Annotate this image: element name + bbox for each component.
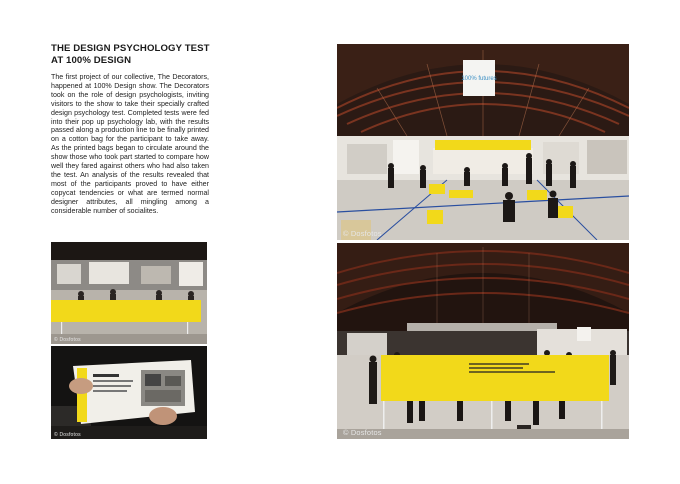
article-title: THE DESIGN PSYCHOLOGY TEST AT 100% DESIGN [51, 43, 210, 66]
photo-credit: © Dosfotos [343, 428, 382, 437]
photo-credit: © Dosfotos [54, 337, 81, 343]
hall-sign-text: 100% futures [461, 76, 497, 82]
photo-credit: © Dosfotos [54, 432, 81, 438]
photo-hall-banner [337, 243, 629, 439]
photo-exhibition-hall [337, 44, 629, 240]
photo-credit: © Dosfotos [343, 229, 382, 238]
article-body: The first project of our collective, The Decorators, happened at 100% Design show. The Decorators took on the role of design psychologists, inviting visitors to the show to take their specially crafted design psychology test. Completed tests were fed into their pop up psychology lab, with the results passed along a production line to be finally printed on a cotton bag for the participant to take away. As the printed bags began to circulate around the show those who took part started to compare how well they fared against others who had also taken the test. An analysis of the results revealed that most of the participants proved to have either copycat tendencies or what are termed normal designer attributes, all mingling among a considerable number of socialites. [51, 73, 209, 215]
photo-test-sheet [51, 346, 207, 439]
photo-lab-banner [51, 242, 207, 344]
